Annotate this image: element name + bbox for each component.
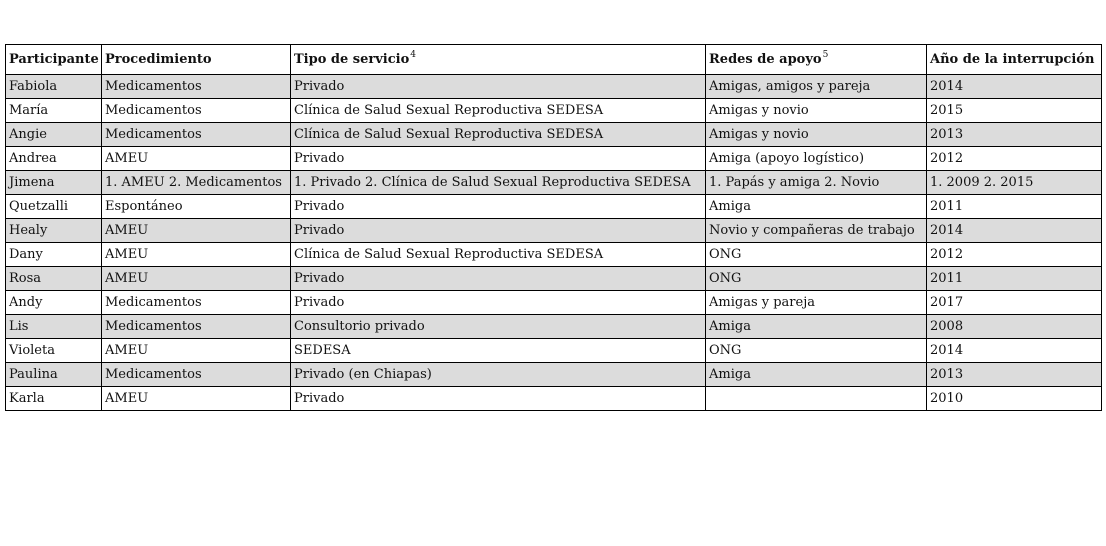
cell-procedimiento: Medicamentos [102, 363, 291, 387]
cell-tipo-de-servicio: Privado [291, 267, 706, 291]
table-header-row [6, 45, 1102, 75]
cell-participante: Karla [6, 387, 102, 411]
cell-anio-interrupcion: 2015 [927, 99, 1102, 123]
cell-tipo-de-servicio: Privado [291, 75, 706, 99]
cell-procedimiento: Medicamentos [102, 315, 291, 339]
table-body [6, 75, 1102, 411]
cell-anio-interrupcion: 1. 2009 2. 2015 [927, 171, 1102, 195]
cell-anio-interrupcion: 2012 [927, 243, 1102, 267]
cell-redes-de-apoyo: Amiga [706, 315, 927, 339]
cell-procedimiento: Medicamentos [102, 75, 291, 99]
cell-anio-interrupcion: 2011 [927, 267, 1102, 291]
participants-table [5, 44, 1102, 411]
cell-procedimiento: AMEU [102, 219, 291, 243]
cell-redes-de-apoyo [706, 387, 927, 411]
cell-participante: María [6, 99, 102, 123]
cell-anio-interrupcion: 2013 [927, 123, 1102, 147]
cell-tipo-de-servicio: Privado [291, 147, 706, 171]
cell-procedimiento: AMEU [102, 387, 291, 411]
cell-anio-interrupcion: 2017 [927, 291, 1102, 315]
table-row [6, 387, 1102, 411]
cell-redes-de-apoyo: Novio y compañeras de trabajo [706, 219, 927, 243]
cell-tipo-de-servicio: Privado [291, 195, 706, 219]
cell-anio-interrupcion: 2014 [927, 219, 1102, 243]
cell-redes-de-apoyo: Amigas y novio [706, 123, 927, 147]
cell-redes-de-apoyo: Amigas y novio [706, 99, 927, 123]
cell-participante: Dany [6, 243, 102, 267]
cell-procedimiento: 1. AMEU 2. Medicamentos [102, 171, 291, 195]
cell-participante: Rosa [6, 267, 102, 291]
cell-procedimiento: Espontáneo [102, 195, 291, 219]
table-row [6, 99, 1102, 123]
cell-redes-de-apoyo: Amiga [706, 363, 927, 387]
cell-procedimiento: Medicamentos [102, 99, 291, 123]
table-row [6, 243, 1102, 267]
cell-redes-de-apoyo: ONG [706, 267, 927, 291]
cell-redes-de-apoyo: Amiga [706, 195, 927, 219]
cell-procedimiento: AMEU [102, 243, 291, 267]
cell-anio-interrupcion: 2011 [927, 195, 1102, 219]
cell-redes-de-apoyo: Amigas, amigos y pareja [706, 75, 927, 99]
cell-procedimiento: Medicamentos [102, 123, 291, 147]
cell-participante: Healy [6, 219, 102, 243]
cell-participante: Andy [6, 291, 102, 315]
table-row [6, 267, 1102, 291]
cell-tipo-de-servicio: Clínica de Salud Sexual Reproductiva SEDESA [291, 99, 706, 123]
header-participante: Participante [6, 45, 102, 75]
table-row [6, 195, 1102, 219]
cell-anio-interrupcion: 2013 [927, 363, 1102, 387]
header-redes-de-apoyo: Redes de apoyo$^5$ [706, 45, 927, 75]
cell-procedimiento: AMEU [102, 267, 291, 291]
cell-participante: Angie [6, 123, 102, 147]
cell-redes-de-apoyo: Amiga (apoyo logístico) [706, 147, 927, 171]
cell-tipo-de-servicio: Clínica de Salud Sexual Reproductiva SEDESA [291, 243, 706, 267]
cell-tipo-de-servicio: Clínica de Salud Sexual Reproductiva SEDESA [291, 123, 706, 147]
header-anio-interrupcion: Año de la interrupción [927, 45, 1102, 75]
cell-tipo-de-servicio: Privado [291, 387, 706, 411]
cell-anio-interrupcion: 2008 [927, 315, 1102, 339]
table-row [6, 339, 1102, 363]
cell-participante: Paulina [6, 363, 102, 387]
cell-tipo-de-servicio: 1. Privado 2. Clínica de Salud Sexual Reproductiva SEDESA [291, 171, 706, 195]
header-tipo-de-servicio: Tipo de servicio$^4$ [291, 45, 706, 75]
cell-participante: Lis [6, 315, 102, 339]
cell-tipo-de-servicio: SEDESA [291, 339, 706, 363]
cell-tipo-de-servicio: Consultorio privado [291, 315, 706, 339]
cell-redes-de-apoyo: 1. Papás y amiga 2. Novio [706, 171, 927, 195]
table-row [6, 219, 1102, 243]
footnote-marker: 4 [410, 50, 416, 60]
cell-participante: Jimena [6, 171, 102, 195]
cell-anio-interrupcion: 2010 [927, 387, 1102, 411]
cell-redes-de-apoyo: Amigas y pareja [706, 291, 927, 315]
table-row [6, 75, 1102, 99]
table-row [6, 363, 1102, 387]
cell-procedimiento: Medicamentos [102, 291, 291, 315]
cell-redes-de-apoyo: ONG [706, 339, 927, 363]
cell-redes-de-apoyo: ONG [706, 243, 927, 267]
table-row [6, 291, 1102, 315]
cell-tipo-de-servicio: Privado [291, 291, 706, 315]
cell-anio-interrupcion: 2014 [927, 75, 1102, 99]
cell-tipo-de-servicio: Privado (en Chiapas) [291, 363, 706, 387]
cell-participante: Fabiola [6, 75, 102, 99]
footnote-marker: 5 [822, 50, 829, 60]
cell-participante: Violeta [6, 339, 102, 363]
cell-participante: Andrea [6, 147, 102, 171]
table-row [6, 171, 1102, 195]
table-row [6, 123, 1102, 147]
cell-anio-interrupcion: 2014 [927, 339, 1102, 363]
cell-procedimiento: AMEU [102, 339, 291, 363]
table-row [6, 315, 1102, 339]
cell-participante: Quetzalli [6, 195, 102, 219]
cell-procedimiento: AMEU [102, 147, 291, 171]
header-procedimiento: Procedimiento [102, 45, 291, 75]
cell-tipo-de-servicio: Privado [291, 219, 706, 243]
table-row [6, 147, 1102, 171]
cell-anio-interrupcion: 2012 [927, 147, 1102, 171]
